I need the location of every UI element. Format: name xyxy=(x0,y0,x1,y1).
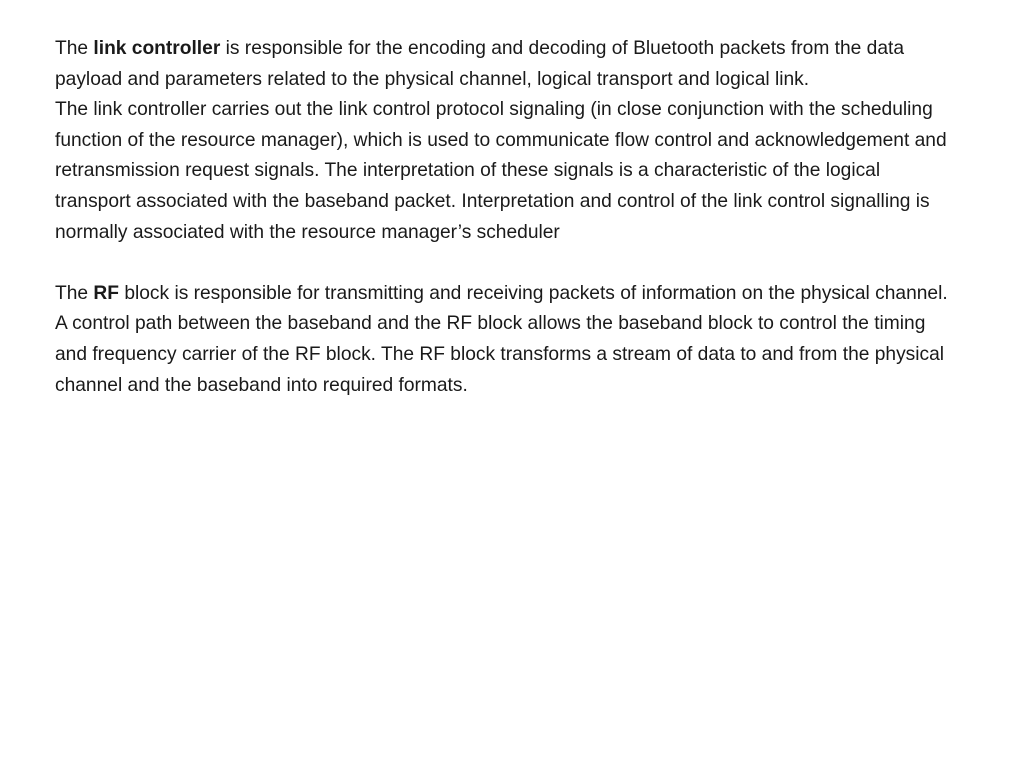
text-body xyxy=(55,34,955,401)
paragraph-link-controller xyxy=(55,34,955,95)
paragraph-rf-block xyxy=(55,279,955,401)
paragraph-prefix: The xyxy=(55,282,94,304)
paragraph-prefix: The xyxy=(55,38,94,59)
term-link-controller: link controller xyxy=(93,38,221,59)
paragraph-text: block is responsible for transmitting and receiving packets of information on the physical channel. A control path between the baseband and the RF block allows the baseband block to control the timing and frequency carrier of the RF block. The RF block transforms a stream of data to and from the physical channel and the baseband into required formats. xyxy=(55,282,948,396)
paragraph-link-control-protocol: The link controller carries out the link control protocol signaling (in close conjunction with the scheduling function of the resource manager), which is used to communicate flow control and acknowledgement and retransmission request signals. The interpretation of these signals is a characteristic of the logical transport associated with the baseband packet. Interpretation and control of the link control signalling is normally associated with the resource manager’s scheduler xyxy=(55,99,947,243)
term-rf: RF xyxy=(93,282,119,304)
paragraph-text: is responsible for the encoding and decoding of Bluetooth packets from the data payload and parameters related to the physical channel, logical transport and logical link. xyxy=(55,38,905,90)
